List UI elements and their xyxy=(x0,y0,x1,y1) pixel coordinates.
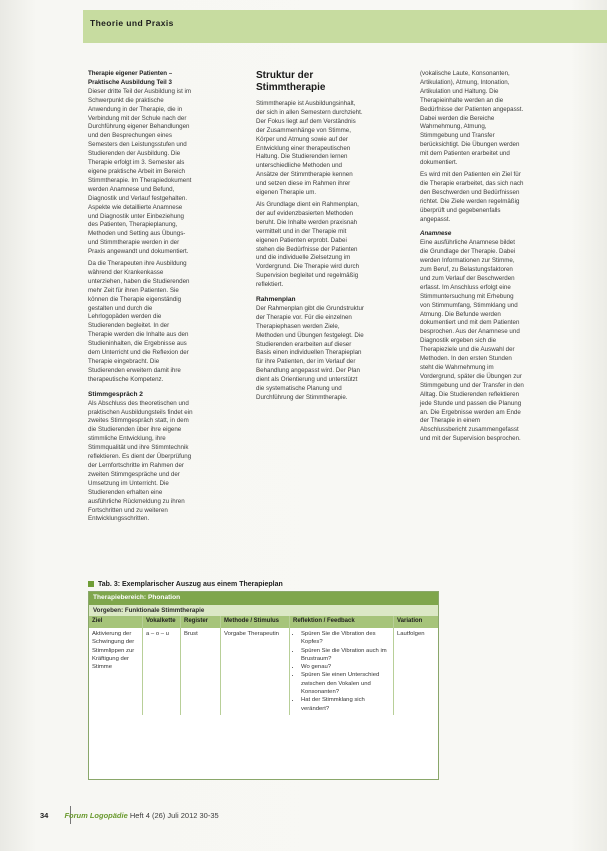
cell-vokalkette: a – o – u xyxy=(143,628,181,715)
cell-ziel: Aktivierung der Schwingung der Stimmlippen zur Kräftigung der Stimme xyxy=(89,628,143,715)
table-row xyxy=(89,628,438,715)
paragraph: Als Abschluss des theoretischen und praktischen Ausbildungsteils findet ein zweites Stimmgespräch statt, in dem die Studierenden über ihre eigene stimmliche Entwicklung, ihre Stimmqualität und ihre Stimmtechnik reflektieren. Es dient der Überprüfung der Lernfortschritte im Rahmen der zweiten Stimmgespräche und der Umsetzung im Unterricht. Die Studierenden erhalten eine ausführliche Rückmeldung zu ihren Fortschritten und zu weiteren Entwicklungsschritten. xyxy=(88,399,193,523)
table-caption xyxy=(88,581,283,588)
col-header: Register xyxy=(181,616,221,628)
paragraph: Stimmtherapie ist Ausbildungsinhalt, der sich in allen Semestern durchzieht. Der Fokus liegt auf dem Verständnis der Zusammenhänge von Stimme, Körper und Atmung sowie auf der Entwicklung einer therapeutischen Haltung. Die Studierenden lernen unterschiedliche Methoden und Ansätze der Stimmtherapie kennen und setzen diese im Rahmen ihrer eigenen Therapie um. xyxy=(256,100,363,197)
col-header: Vokalkette xyxy=(143,616,181,628)
cell-register: Brust xyxy=(181,628,221,715)
caption-marker-icon xyxy=(88,581,94,587)
col-header: Variation xyxy=(397,618,423,624)
col-header: Methode / Stimulus xyxy=(221,616,290,628)
reflex-item: • Hat der Stimmklang sich verändert? xyxy=(301,696,390,713)
table-header-row xyxy=(89,616,438,628)
heading-ausbildung: Praktische Ausbildung Teil 3 xyxy=(88,78,172,86)
column-left xyxy=(88,70,193,527)
paragraph: (vokalische Laute, Konsonanten, Artikulation), Atmung, Intonation, Artikulation und Haltung. Die Therapieinhalte werden an die Bedürfnisse der Patienten angepasst. Dabei werden die Bereiche Wahrnehmung, Atmung, Stimmgebung und Transfer berücksichtigt. Die Übungen werden mit dem Patienten erarbeitet und dokumentiert. xyxy=(420,70,524,167)
paragraph: Als Grundlage dient ein Rahmenplan, der auf evidenzbasierten Methoden beruht. Die Inhalte werden praxisnah vermittelt und in der Therapie mit eigenen Patienten erprobt. Dabei stehen die Bedürfnisse der Patienten und die individuelle Zielsetzung im Vordergrund. Die Therapie wird durch Supervision begleitet und regelmäßig reflektiert. xyxy=(256,200,360,289)
paragraph: Eine ausführliche Anamnese bildet die Grundlage der Therapie. Dabei werden Informationen zur Stimme, zum Beruf, zu Belastungsfaktoren und zum Verlauf der Beschwerden erfasst. Im Anschluss erfolgt eine Stimmuntersuchung mit Erhebung von Stimmumfang, Stimmklang und Atmung. Die Befunde werden dokumentiert und mit dem Patienten besprochen. Aus der Anamnese und Diagnostik ergeben sich die Therapieziele und die Auswahl der Methoden. In den ersten Stunden steht die Wahrnehmung im Vordergrund, später die Übungen zur Stimmgebung und der Transfer in den Alltag. Die Studierenden reflektieren jede Stunde und passen die Planung an. Die Ergebnisse werden am Ende der Therapie in einem Abschlussbericht zusammengefasst und mit der Supervision besprochen. xyxy=(420,239,524,443)
column-middle xyxy=(256,70,364,406)
reflex-item: • Wo genau? xyxy=(301,663,390,671)
article-title: Struktur der Stimmtherapie xyxy=(256,70,326,93)
heading-stimmgespraech: Stimmgespräch 2 xyxy=(88,390,143,398)
cell-reflektion xyxy=(290,628,394,715)
cell-methode: Vorgabe Therapeutin xyxy=(221,628,290,715)
section-header: Theorie und Praxis xyxy=(90,18,174,28)
paragraph: Dieser dritte Teil der Ausbildung ist im Schwerpunkt die praktische Anwendung in der Therapie, die in Verbindung mit der Schule nach der Durchführung eigener Behandlungen und den Besprechungen eines Semesters den Leistungsstufen und Studierenden der Ausbildung. Die Therapie erfolgt im 3. Semester als eigene praktische Arbeit im Bereich Stimmtherapie. Im Therapiedokument werden Anamnese und Befund, Diagnostik und Verlauf festgehalten. Aspekte wie detaillierte Anamnese und Diagnostik unter Einbeziehung des Patienten, Therapieplanung, Methoden und Setting aus Übungs- und Stimmtherapie werden in der Praxis angewandt und dokumentiert. xyxy=(88,87,192,256)
paragraph: Da die Therapeuten ihre Ausbildung während der Krankenkasse unterziehen, haben die Studierenden mehr Zeit für ihren Patienten. Sie können die Therapie eigenständig gestalten und durch die Lehrlogopäden werden die Studierenden begleitet. In der Therapie werden die Inhalte aus den Studieninhalten, die Ergebnisse aus dem Unterricht und die Reflexion der Therapie eingebracht. Die Studierenden erweitern damit ihre therapeutische Kompetenz. xyxy=(88,260,190,383)
cell-variation: Lautfolgen xyxy=(397,631,425,637)
reflex-item: • Spüren Sie einen Unterschied zwischen den Vokalen und Konsonanten? xyxy=(301,671,390,696)
page-number: 34 xyxy=(40,811,49,820)
caption-text: Tab. 3: Exemplarischer Auszug aus einem Therapieplan xyxy=(98,581,283,588)
col-header: Ziel xyxy=(89,616,143,628)
issue-info: Heft 4 (26) Juli 2012 30-35 xyxy=(129,811,219,820)
paragraph: Der Rahmenplan gibt die Grundstruktur der Therapie vor. Für die einzelnen Therapiephasen werden Ziele, Methoden und Übungen festgelegt. Die Studierenden erarbeiten auf dieser Basis einen individuellen Therapieplan für ihre Patienten, der im Verlauf der Behandlung angepasst wird. Der Plan dient als Orientierung und unterstützt die systematische Planung und Durchführung der Stimmtherapie. xyxy=(256,304,364,401)
journal-name: Forum Logopädie xyxy=(64,811,128,820)
heading-therapie: Therapie eigener Patienten – xyxy=(88,70,173,77)
paragraph: Es wird mit den Patienten ein Ziel für die Therapie erarbeitet, das sich nach den Beschwerden und Bedürfnissen richtet. Die Ziele werden regelmäßig überprüft und gegebenenfalls angepasst. xyxy=(420,170,524,223)
col-header: Reflektion / Feedback xyxy=(290,616,394,628)
reflex-item: • Spüren Sie die Vibration des Kopfes? xyxy=(301,630,390,647)
heading-anamnese: Anamnese xyxy=(420,230,452,238)
footer xyxy=(40,811,219,820)
reflex-item: • Spüren Sie die Vibration auch im Brustraum? xyxy=(301,647,390,664)
heading-rahmenplan: Rahmenplan xyxy=(256,296,296,304)
table-phase: Therapiebereich: Phonation xyxy=(89,592,438,605)
therapy-plan-table xyxy=(88,591,439,780)
table-subheading: Vorgeben: Funktionale Stimmtherapie xyxy=(89,605,438,616)
column-right xyxy=(420,70,524,447)
